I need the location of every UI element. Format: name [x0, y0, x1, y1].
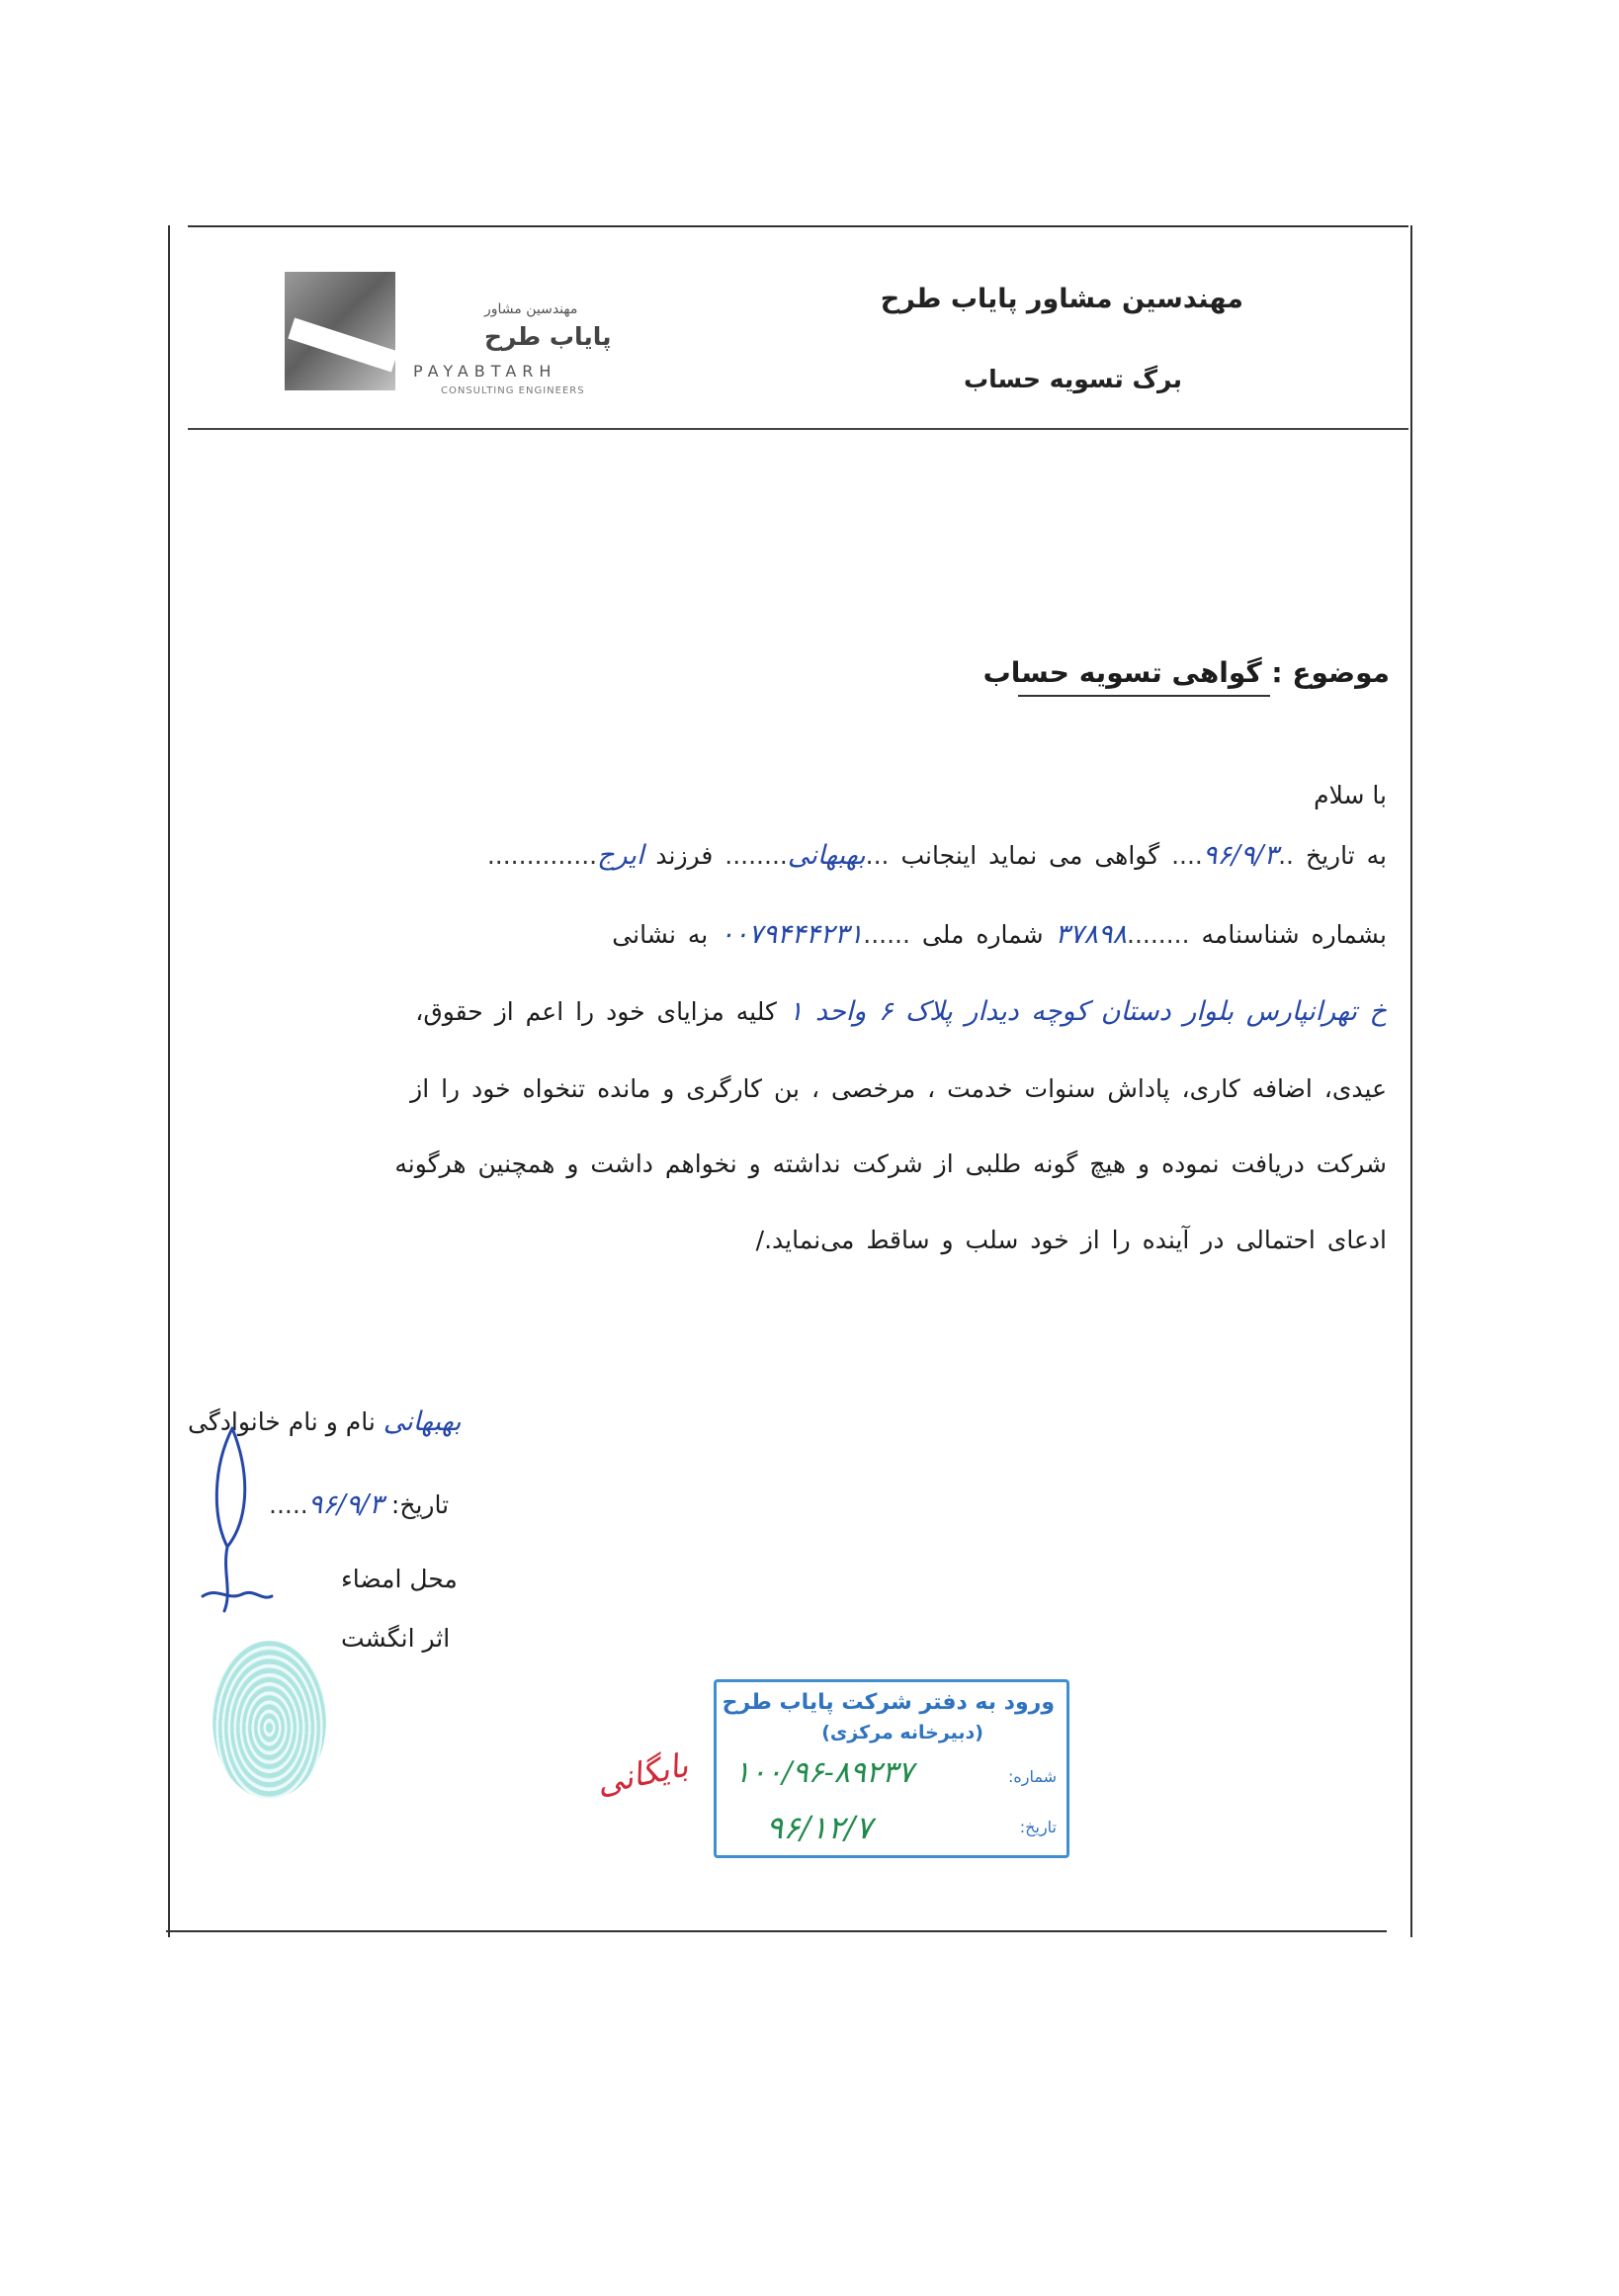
logo-english-name: PAYABTARH [413, 362, 557, 381]
body-line-3 [415, 996, 1387, 1027]
body-line-4: عیدی، اضافه کاری، پاداش سنوات خدمت ، مرخصی ، بن کارگری و مانده تنخواه خود را از [410, 1074, 1387, 1103]
stamp-date: ۹۶/۱۲/۷ [766, 1809, 873, 1846]
handwritten-signer-name: بهبهانی [383, 1406, 462, 1437]
subject-underline [1018, 695, 1270, 697]
body-line-2: بشماره شناسنامه ........۳۷۸۹۸ شماره ملی ......۰۰۷۹۴۴۴۲۳۱ به نشانی [612, 919, 1387, 950]
name-label: نام و نام خانوادگی [188, 1407, 376, 1436]
subject-line: موضوع : گواهی تسویه حساب [982, 656, 1390, 689]
id-label: بشماره شناسنامه [1201, 920, 1387, 949]
stamp-number: ۱۰۰/۹۶-۸۹۲۳۷ [734, 1755, 914, 1790]
handwritten-signer-date: ۹۶/۹/۳ [307, 1489, 383, 1520]
red-archive-note: بایگانی [592, 1744, 692, 1803]
body-line-5: شرکت دریافت نموده و هیچ گونه طلبی از شرکت نداشته و نخواهم داشت و همچنین هرگونه [394, 1149, 1387, 1178]
body-line-1: به تاریخ ..۹۶/۹/۳.... گواهی می نماید اینجانب ...بهبهانی........ فرزند ایرج.............. [486, 840, 1387, 871]
thumbprint [213, 1641, 326, 1799]
stamp-subtitle: (دبیرخانه مرکزی) [821, 1722, 983, 1743]
handwritten-national-id: ۰۰۷۹۴۴۴۲۳۱ [720, 919, 864, 950]
handwritten-id-number: ۳۷۸۹۸ [1055, 919, 1127, 950]
certify-text: گواهی می نماید اینجانب [900, 841, 1160, 870]
handwritten-date: ۹۶/۹/۳ [1202, 840, 1279, 871]
thumbprint-label: اثر انگشت [341, 1624, 451, 1653]
handwritten-father-name: ایرج [597, 840, 644, 871]
header-divider [188, 428, 1408, 430]
logo-persian-name: پایاب طرح [484, 322, 612, 351]
stamp-date-label: تاریخ: [1019, 1818, 1057, 1836]
date-label: تاریخ: [390, 1490, 450, 1519]
signature-label: محل امضاء [341, 1565, 458, 1593]
logo-persian-small: مهندسین مشاور [484, 301, 578, 317]
national-id-label: شماره ملی [921, 920, 1044, 949]
stamp-number-label: شماره: [1007, 1767, 1057, 1786]
handwritten-address: خ تهرانپارس بلوار دستان کوچه دیدار پلاک ۶ واحد ۱ [788, 996, 1387, 1027]
benefits-text: کلیه مزایای خود را اعم از حقوق، [415, 997, 777, 1026]
date-intro: به تاریخ [1305, 841, 1387, 870]
body-line-6: ادعای احتمالی در آینده را از خود سلب و ساقط می‌نماید./ [755, 1226, 1387, 1254]
form-title: برگ تسویه حساب [964, 365, 1182, 393]
address-label: به نشانی [612, 920, 709, 949]
child-of-label: فرزند [655, 841, 714, 870]
logo-english-sub: CONSULTING ENGINEERS [441, 385, 585, 396]
top-border [188, 225, 1408, 227]
bottom-border [166, 1930, 1387, 1932]
date-field: تاریخ: ۹۶/۹/۳..... [269, 1489, 450, 1520]
handwritten-name: بهبهانی [787, 840, 866, 871]
company-name: مهندسین مشاور پایاب طرح [880, 284, 1243, 314]
entry-stamp [714, 1679, 1069, 1858]
handwritten-signature [173, 1399, 292, 1636]
greeting: با سلام [1314, 781, 1387, 809]
stamp-title: ورود به دفتر شرکت پایاب طرح [722, 1690, 1055, 1715]
